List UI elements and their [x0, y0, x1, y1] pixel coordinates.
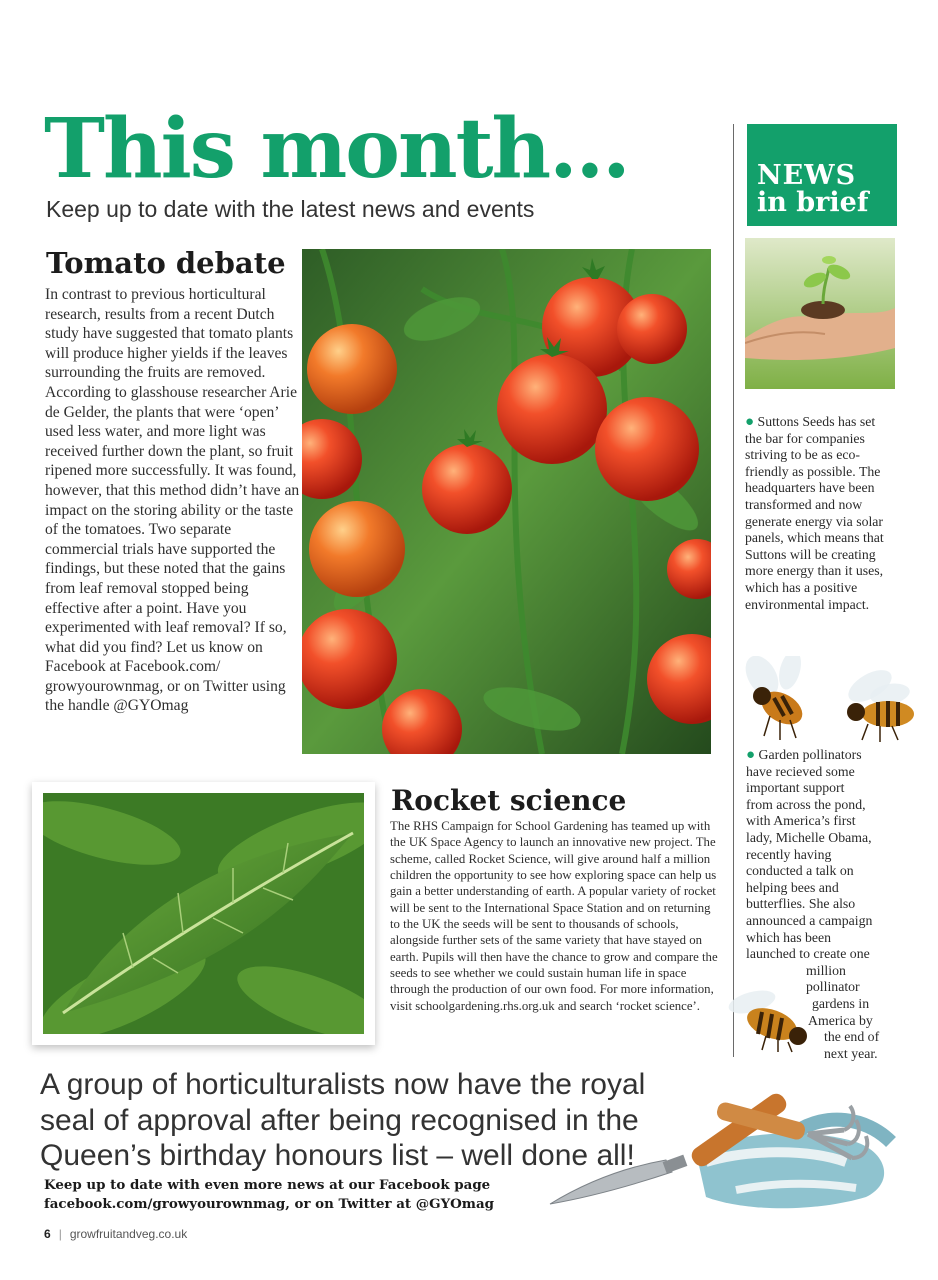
news-in-brief-badge [747, 124, 897, 226]
tomato-article-text: In contrast to previous horticultural research, results from a recent Dutch study have suggested that tomato plants will produce higher yields if the leaves surrounding the fruits are removed. According to glasshouse researcher Arie de Gelder, the plants that were ‘open’ used less water, and more light was received further down the plant, so fruit ripened more successfully. It was found, however, that this method didn’t have an impact on the storing ability or the taste of the tomatoes. Two separate commercial trials have supported the findings, but these noted that the gains from leaf removal stopped being effective after a point. Have you experimented with leaf removal? If so, what did you find? Let us know on Facebook at Facebook.com/ growyourownmag, or on Twitter using the handle @GYOmag [45, 286, 300, 715]
brief-line: America by [808, 1012, 873, 1028]
brief-line: next year. [824, 1045, 878, 1061]
footer-website: growfruitandveg.co.uk [69, 1227, 188, 1241]
hands-seedling-photo [745, 238, 895, 389]
bee-icon [843, 664, 914, 742]
brief-line: important support [746, 780, 845, 796]
column-divider [733, 124, 734, 1057]
news-badge-line2: in brief [757, 187, 869, 218]
brief-line: conducted a talk on [746, 863, 854, 879]
brief-line: which has been [746, 929, 832, 945]
brief-line: with America’s first [746, 813, 856, 829]
bullet-dot-icon: ● [745, 414, 755, 430]
follow-line-2: facebook.com/growyourownmag, or on Twitter at @GYOmag [44, 1195, 494, 1212]
honours-pull-quote: A group of horticulturalists now have the royal seal of approval after being recognised in the Queen’s birthday honours list – well done all! [40, 1068, 646, 1172]
footer-separator: | [58, 1227, 62, 1241]
brief-line: recently having [746, 846, 832, 862]
brief-line: million pollinator [806, 962, 860, 995]
page-title: This month... [44, 101, 629, 197]
brief-line: from across the pond, [746, 796, 866, 812]
brief-line: lady, Michelle Obama, [746, 829, 872, 845]
page-footer [44, 1227, 187, 1241]
bullet-dot-icon: ● [746, 747, 756, 763]
news-brief-item-suttons-text: Suttons Seeds has set the bar for companies striving to be as eco-friendly as possible. The headquarters have been transformed and now generate energy via solar panels, which means that Suttons will be creating more energy than it uses, which has a positive environmental impact. [745, 414, 884, 612]
news-badge-line1: NEWS [757, 160, 857, 191]
rocket-leaves-photo [32, 782, 375, 1045]
page-subtitle: Keep up to date with the latest news and events [46, 196, 535, 222]
follow-us-text [44, 1176, 494, 1213]
brief-line: announced a campaign [746, 912, 873, 928]
rocket-article-text: The RHS Campaign for School Gardening has teamed up with the UK Space Agency to launch an innovative new project. The scheme, called Rocket Science, will give around half a million children the opportunity to see how exploring space can help us gain a better understanding of earth. A popular variety of rocket will be sent to the International Space Station and on returning to the UK the seeds will be sent to thousands of schools, alongside further sets of the same variety that have stayed on earth. Pupils will then have the chance to grow and compare the seeds to see whether we could sustain human life in space through the production of our own food. For more information, visit schoolgardening.rhs.org.uk and search ‘rocket science’. [390, 819, 718, 1013]
brief-line: helping bees and [746, 879, 839, 895]
rocket-heading: Rocket science [391, 784, 627, 817]
garden-tools-gloves-photo [546, 1072, 908, 1222]
tomato-photo [302, 249, 711, 754]
brief-line: have recieved some [746, 763, 855, 779]
brief-line: Garden pollinators [758, 747, 862, 762]
brief-line: butterflies. She also [746, 896, 856, 912]
bee-icon [740, 656, 808, 740]
follow-line-1: Keep up to date with even more news at our Facebook page [44, 1177, 491, 1193]
page-number: 6 [44, 1227, 51, 1241]
brief-line: the end of [824, 1029, 880, 1045]
news-brief-item-suttons [745, 414, 890, 613]
tomato-heading: Tomato debate [46, 246, 286, 280]
brief-line: launched to create one [746, 946, 870, 962]
brief-line: gardens in [812, 995, 870, 1011]
bees-illustration [740, 656, 932, 748]
bee-icon [722, 984, 812, 1054]
